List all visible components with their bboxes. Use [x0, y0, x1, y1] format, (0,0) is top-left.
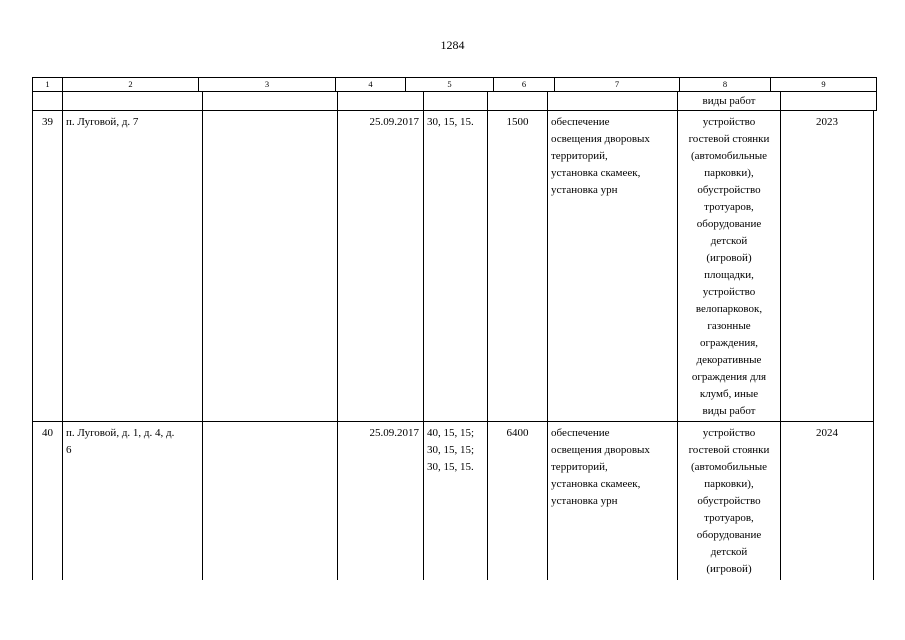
amount-cell: 6400 — [506, 427, 529, 439]
values-cell: 30, 15, 15. — [427, 116, 474, 128]
year-cell: 2023 — [816, 116, 838, 128]
header-col-4: 4 — [336, 78, 406, 91]
header-col-7: 7 — [555, 78, 680, 91]
header-col-5: 5 — [406, 78, 494, 91]
address-cell: п. Луговой, д. 1, д. 4, д. 6 — [66, 427, 175, 456]
header-col-3: 3 — [199, 78, 336, 91]
date-cell: 25.09.2017 — [369, 427, 419, 439]
header-col-9: 9 — [821, 79, 826, 89]
works-extra-cell: устройство гостевой стоянки (автомобильные парковки), обустройство тротуаров, оборудование детской (игровой) — [688, 427, 770, 575]
works-basic-cell: обеспечение освещения дворовых территорий, установка скамеек, установка урн — [551, 116, 650, 196]
header-col-1: 1 — [33, 78, 63, 91]
works-basic-cell: обеспечение освещения дворовых территорий, установка скамеек, установка урн — [551, 427, 650, 507]
works-extra-cell: устройство гостевой стоянки (автомобильные парковки), обустройство тротуаров, оборудование детской (игровой) площадки, устройство велопарковок, газонные ограждения, декоративные ограждения для клумб, иные виды работ — [688, 116, 770, 417]
values-cell: 40, 15, 15; 30, 15, 15; 30, 15, 15. — [427, 427, 475, 473]
column-number-header — [32, 77, 877, 92]
header-col-2: 2 — [63, 78, 199, 91]
date-cell: 25.09.2017 — [369, 116, 419, 128]
row-number: 39 — [42, 116, 53, 128]
amount-cell: 1500 — [506, 116, 529, 128]
carryover-works-cell: виды работ — [702, 95, 756, 107]
year-cell: 2024 — [816, 427, 838, 439]
header-col-8: 8 — [680, 78, 771, 91]
page-number: 1284 — [440, 38, 465, 52]
header-col-6: 6 — [494, 78, 555, 91]
row-number: 40 — [42, 427, 53, 439]
address-cell: п. Луговой, д. 7 — [66, 116, 139, 128]
